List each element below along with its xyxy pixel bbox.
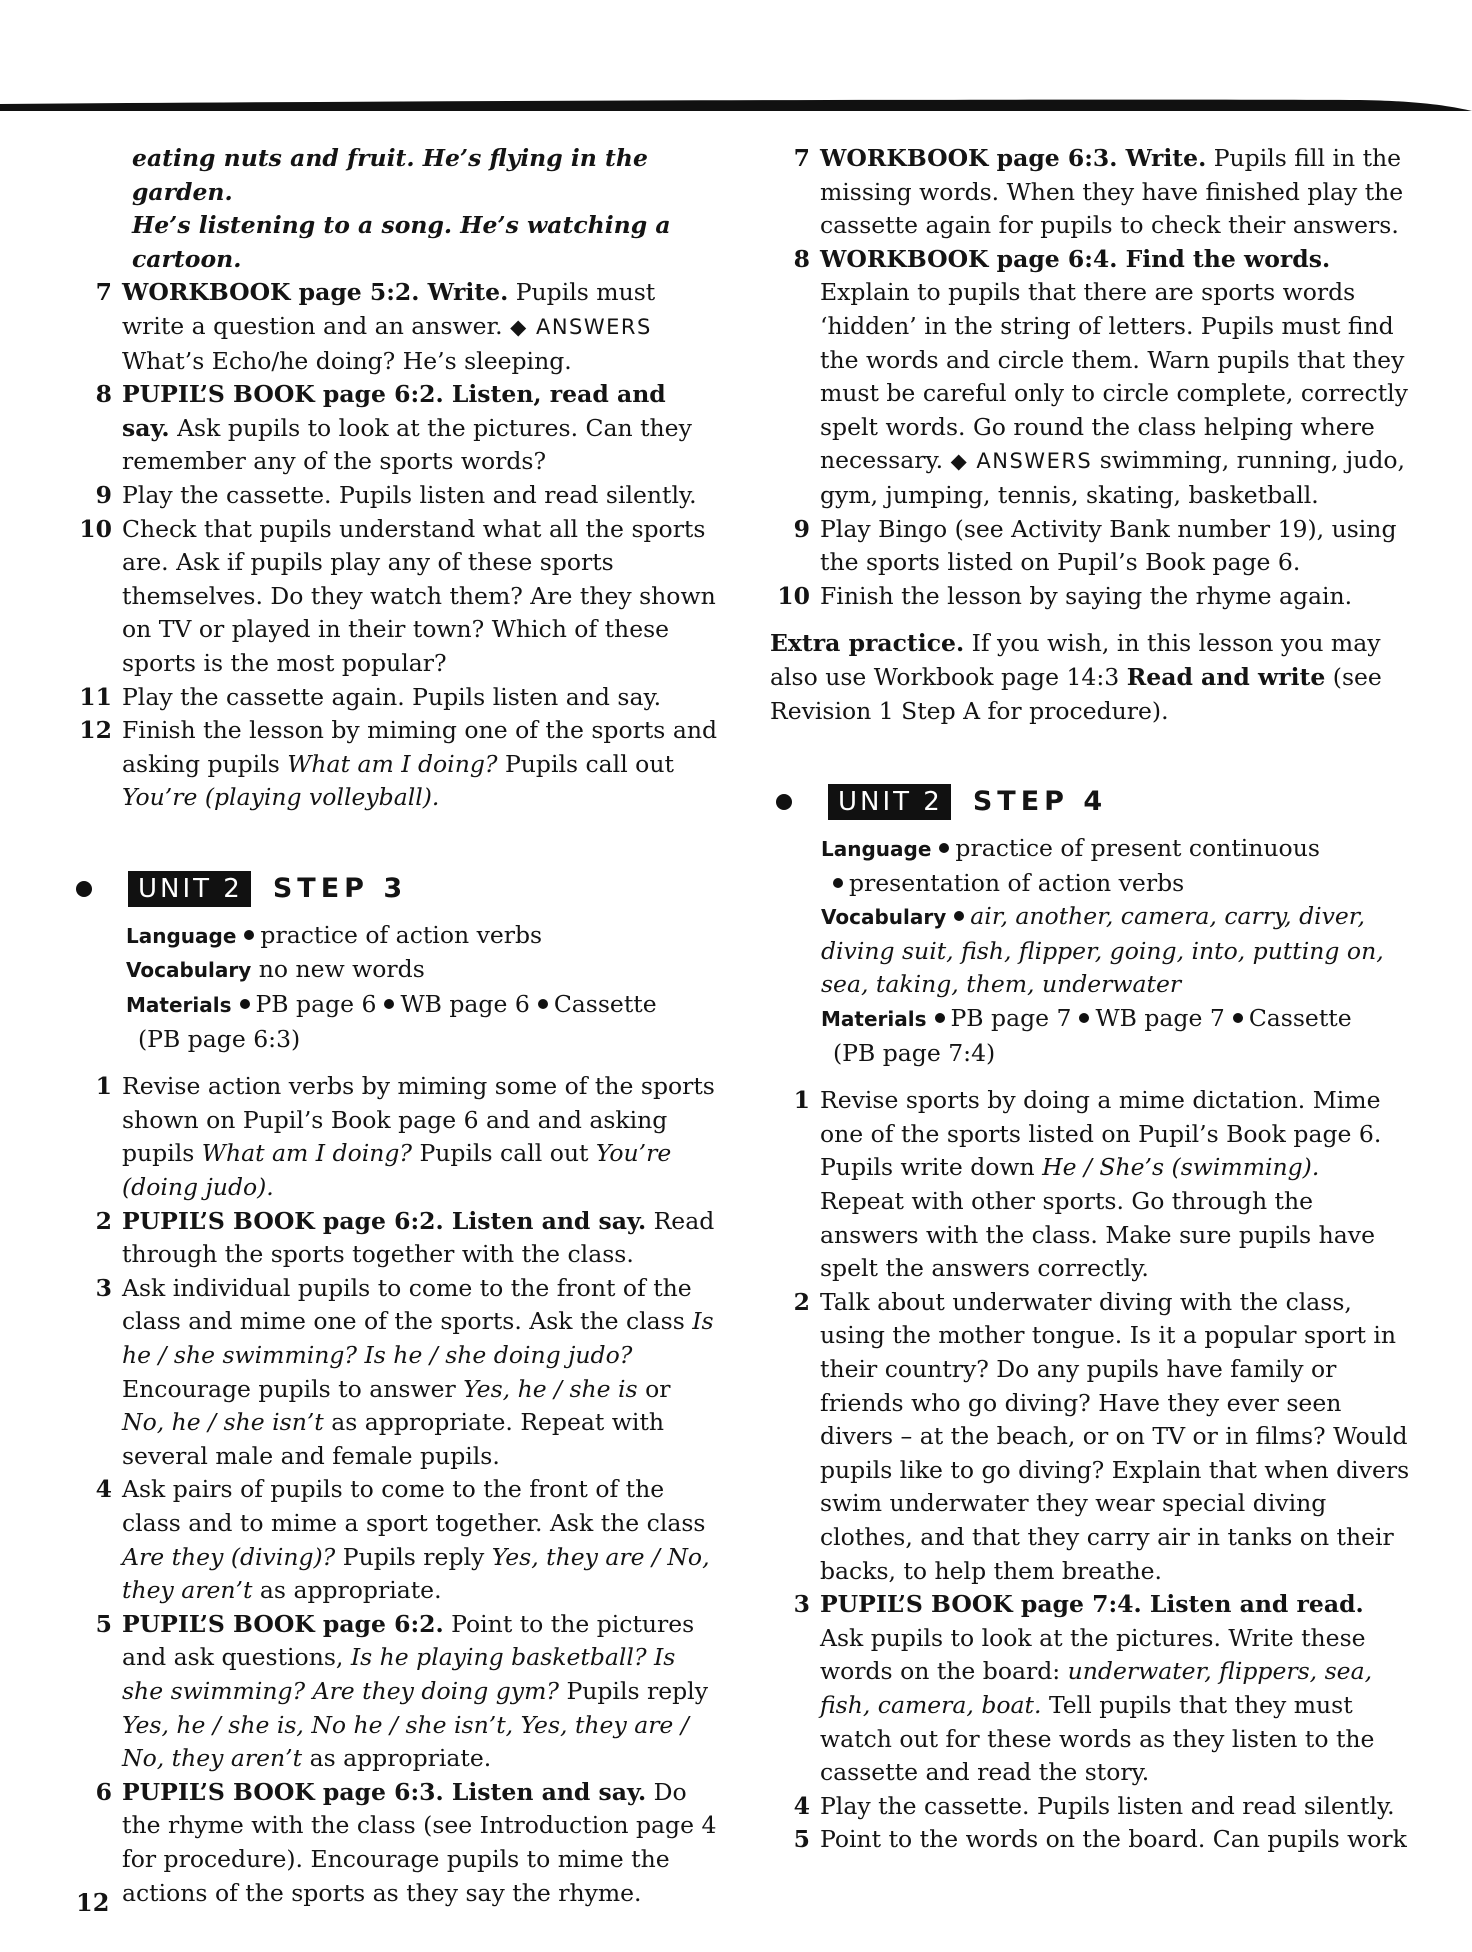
list-item: 10 Check that pupils understand what all the sports are. Ask if pupils play any of these sports themselves. Do they watch them? Are they shown on TV or played in their town? Which of these sports is the most popular?	[79, 514, 716, 677]
bullet-icon	[776, 794, 792, 810]
bullet-icon	[954, 911, 964, 921]
list-item: 6 PUPIL’S BOOK page 6:3. Listen and say. Do the rhyme with the class (see Introduction page 4 for procedure). Encourage pupils to mime the actions of the sports as they say the rhyme.	[95, 1777, 717, 1907]
extra-practice: Extra practice. If you wish, in this lesson you may also use Workbook page 14:3 Read and write (see Revision 1 Step A for procedure).	[770, 629, 1382, 725]
list-item: 1 Revise sports by doing a mime dictation. Mime one of the sports listed on Pupil’s Book page 6. Pupils write down He / She’s (swimming). Repeat with other sports. Go through the answers with the class. Make sure pupils have spelt the answers correctly.	[793, 1086, 1382, 1283]
lesson-meta: Language practice of action verbs Vocabulary no new words Materials PB page 6 WB page 6 Cassette (PB page 6:3)	[126, 920, 657, 1053]
bullet-icon	[76, 881, 92, 897]
answers-label: ◆ ANSWERS	[950, 449, 1093, 474]
bullet-icon	[240, 999, 250, 1009]
lesson-meta: Language practice of present continuous presentation of action verbs Vocabulary air, another, camera, carry, diver, diving suit, fish, flipper, going, into, putting on, sea, taking, them, underwater Materials PB page 7 WB page 7 Cassette (PB page 7:4)	[821, 834, 1384, 1067]
list-item: 4 Play the cassette. Pupils listen and read silently.	[793, 1791, 1395, 1820]
unit-heading	[70, 869, 720, 909]
continuation-line: He’s listening to a song. He’s watching a cartoon.	[132, 211, 671, 273]
step-label: STEP 4	[972, 786, 1108, 818]
continuation-line: eating nuts and fruit. He’s flying in the garden.	[132, 144, 648, 206]
list-item: 11 Play the cassette again. Pupils listen and say.	[79, 682, 662, 711]
bullet-icon	[384, 999, 394, 1009]
list-item: 1 Revise action verbs by miming some of the sports shown on Pupil’s Book page 6 and and asking pupils What am I doing? Pupils call out You’re (doing judo).	[95, 1072, 715, 1202]
list-item: 3 PUPIL’S BOOK page 7:4. Listen and read. Ask pupils to look at the pictures. Write these words on the board: underwater, flippers, sea, fish, camera, boat. Tell pupils that they must watch out for these words as they listen to the cassette and read the story.	[793, 1590, 1375, 1787]
list-item: 7 WORKBOOK page 6:3. Write. Pupils fill in the missing words. When they have finished play the cassette again for pupils to check their answers.	[793, 144, 1404, 240]
list-item: 10 Finish the lesson by saying the rhyme again.	[777, 581, 1353, 610]
bullet-icon	[833, 878, 843, 888]
list-item: 8 WORKBOOK page 6:4. Find the words. Explain to pupils that there are sports words ‘hidden’ in the string of letters. Pupils must find the words and circle them. Warn pupils that they must be careful only to circle complete, correctly spelt words. Go round the class helping where necessary. ◆ ANSWERS swimming, running, judo, gym, jumping, tennis, skating, basketball.	[793, 244, 1408, 509]
list-item: 9 Play Bingo (see Activity Bank number 19), using the sports listed on Pupil’s Book page 6.	[793, 514, 1397, 577]
list-item: 3 Ask individual pupils to come to the front of the class and mime one of the sports. Ask the class Is he / she swimming? Is he / she doing judo? Encourage pupils to answer Yes, he / she is or No, he / she isn’t as appropriate. Repeat with several male and female pupils.	[95, 1273, 714, 1470]
list-item: 2 PUPIL’S BOOK page 6:2. Listen and say. Read through the sports together with the class.	[95, 1206, 715, 1269]
answers-label: ◆ ANSWERS	[510, 314, 652, 339]
bullet-icon	[1079, 1013, 1089, 1023]
bullet-icon	[1233, 1013, 1243, 1023]
list-item: 12 Finish the lesson by miming one of the sports and asking pupils What am I doing? Pupils call out You’re (playing volleyball).	[79, 716, 718, 812]
unit-heading	[770, 782, 1410, 822]
list-item: 5 Point to the words on the board. Can pupils work	[793, 1825, 1407, 1854]
list-item: 2 Talk about underwater diving with the class, using the mother tongue. Is it a popular sport in their country? Do any pupils have family or friends who go diving? Have they ever seen divers – at the beach, or on TV or in films? Would pupils like to go diving? Explain that when divers swim underwater they wear special diving clothes, and that they carry air in tanks on their backs, to help them breathe.	[793, 1287, 1410, 1585]
page-number: 12	[76, 1888, 110, 1917]
bullet-icon	[935, 1013, 945, 1023]
left-column	[70, 142, 720, 1910]
top-rule	[0, 98, 1472, 114]
step-label: STEP 3	[272, 873, 408, 905]
list-item: 8 PUPIL’S BOOK page 6:2. Listen, read and say. Ask pupils to look at the pictures. Can they remember any of the sports words?	[95, 380, 692, 476]
bullet-icon	[538, 999, 548, 1009]
bullet-icon	[939, 843, 949, 853]
list-item: 4 Ask pairs of pupils to come to the front of the class and to mime a sport together. Ask the class Are they (diving)? Pupils reply Yes, they are / No, they aren’t as appropriate.	[95, 1475, 710, 1605]
list-item: 7 WORKBOOK page 5:2. Write. Pupils must write a question and an answer. ◆ ANSWERS What’s Echo/he doing? He’s sleeping.	[95, 278, 656, 375]
unit-label: UNIT 2	[128, 871, 251, 907]
unit-label: UNIT 2	[828, 784, 951, 820]
bullet-icon	[244, 930, 254, 940]
list-item: 9 Play the cassette. Pupils listen and read silently.	[95, 480, 697, 509]
right-column	[770, 142, 1410, 1857]
list-item: 5 PUPIL’S BOOK page 6:2. Point to the pictures and ask questions, Is he playing basketball? Is she swimming? Are they doing gym? Pupils reply Yes, he / she is, No he / she isn’t, Yes, they are / No, they aren’t as appropriate.	[95, 1609, 708, 1773]
